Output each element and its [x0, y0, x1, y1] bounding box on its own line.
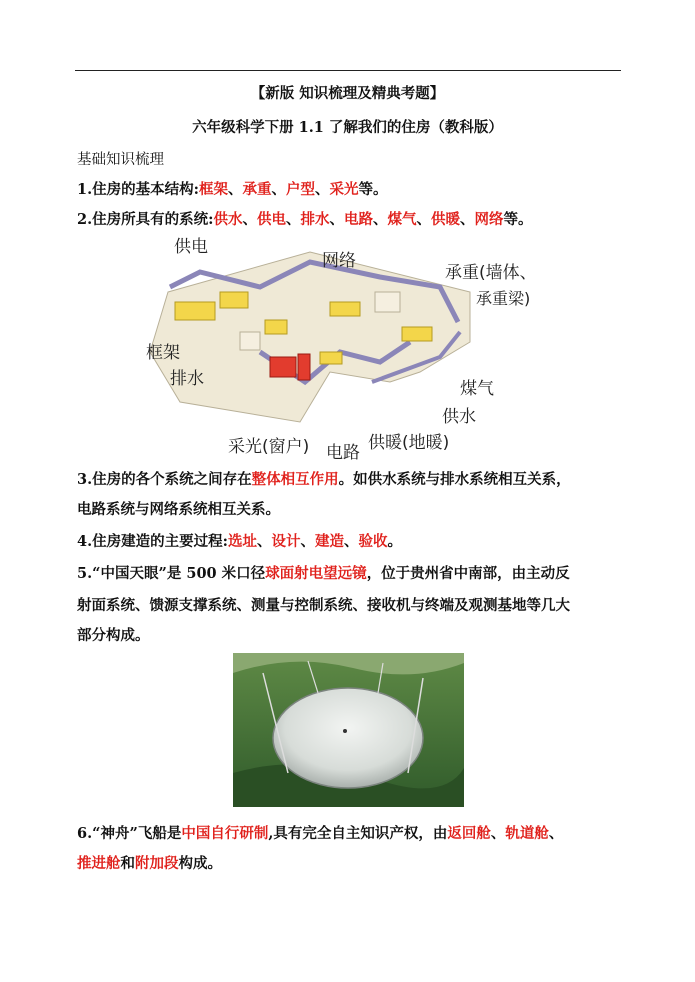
item2-term: 供电: [257, 211, 286, 228]
item1-term: 户型: [286, 181, 315, 198]
label-bearing: 承重(墙体、: [445, 263, 537, 283]
item3-suffix: 。如供水系统与排水系统相互关系，: [338, 471, 571, 488]
item6-term: 附加段: [135, 855, 179, 872]
header-rule: [75, 70, 621, 71]
label-circuit: 电路: [326, 443, 360, 463]
doc-subtitle: 六年级科学下册 1.1 了解我们的住房（教科版）: [192, 119, 503, 136]
item-6: [77, 822, 563, 843]
item-5-line-2: 射面系统、馈源支撑系统、测量与控制系统、接收机与终端及观测基地等几大: [77, 597, 570, 614]
doc-title: 【新版 知识梳理及精典考题】: [250, 85, 445, 102]
item-5-line-3: 部分构成。: [77, 627, 150, 644]
item2-term: 排水: [300, 211, 330, 228]
separator: 、: [460, 211, 475, 228]
item6-mid: ,具有完全自主知识产权，由: [268, 825, 448, 842]
item3-prefix: 3.住房的各个系统之间存在: [77, 471, 252, 488]
item1-term: 采光: [329, 181, 359, 198]
item6-term: 返回舱: [447, 825, 491, 842]
item4-term: 选址: [228, 533, 257, 550]
item2-term: 煤气: [387, 211, 417, 228]
item6-term: 推进舱: [77, 855, 121, 872]
item4-suffix: 。: [387, 533, 402, 550]
item4-term: 设计: [271, 533, 301, 550]
item5-prefix: 5.“中国天眼”是 500 米口径: [77, 565, 266, 582]
item6-and: 和: [120, 855, 135, 872]
label-network: 网络: [322, 251, 356, 271]
separator: 、: [416, 211, 431, 228]
separator: 、: [329, 211, 344, 228]
item2-term: 供水: [213, 211, 243, 228]
label-gas: 煤气: [460, 379, 494, 399]
house-illustration: [140, 232, 537, 463]
item2-term: 电路: [344, 211, 373, 228]
separator: 、: [271, 181, 286, 198]
item1-term: 承重: [242, 181, 272, 198]
label-power: 供电: [174, 237, 208, 257]
item-5: [77, 562, 570, 583]
item-2: [77, 208, 533, 229]
item-3-line-2: 电路系统与网络系统相互关系。: [77, 501, 280, 518]
label-water: 供水: [442, 407, 476, 427]
item-3: [77, 468, 571, 489]
separator: 、: [373, 211, 388, 228]
item-1: [77, 178, 388, 199]
separator: 、: [490, 825, 506, 842]
separator: 、: [228, 181, 243, 198]
separator: 、: [300, 533, 315, 550]
label-drain: 排水: [170, 369, 204, 389]
fast-telescope-photo: [233, 653, 464, 807]
label-bearing-2: 承重梁): [476, 289, 531, 308]
item1-prefix: 1.住房的基本结构:: [77, 181, 199, 198]
label-frame: 框架: [146, 343, 180, 363]
separator: 、: [315, 181, 330, 198]
separator: 、: [242, 211, 257, 228]
item2-term: 供暖: [431, 211, 460, 228]
section-title: 基础知识梳理: [77, 152, 164, 168]
item2-term: 网络: [474, 211, 504, 228]
item4-term: 验收: [358, 533, 388, 550]
item2-suffix: 等。: [503, 211, 533, 228]
item6-term: 中国自行研制: [181, 825, 269, 842]
label-light: 采光(窗户): [228, 437, 310, 457]
item1-suffix: 等。: [358, 181, 388, 198]
item4-prefix: 4.住房建造的主要过程:: [77, 533, 228, 550]
item4-term: 建造: [315, 533, 344, 550]
item6-suffix: 构成。: [178, 855, 222, 872]
item2-prefix: 2.住房所具有的系统:: [77, 211, 214, 228]
telescope-image: [233, 653, 464, 807]
item3-term: 整体相互作用: [251, 471, 339, 488]
item1-term: 框架: [199, 181, 228, 198]
item-6-line-2: [77, 852, 222, 873]
label-heating: 供暖(地暖): [368, 433, 450, 453]
separator: 、: [548, 825, 564, 842]
separator: 、: [286, 211, 301, 228]
item5-term: 球面射电望远镜: [265, 565, 367, 582]
item6-prefix: 6.“神舟”飞船是: [77, 825, 182, 842]
item6-term: 轨道舱: [505, 825, 549, 842]
item-4: [77, 530, 402, 551]
separator: 、: [344, 533, 359, 550]
item5-suffix: ，位于贵州省中南部，由主动反: [366, 565, 570, 582]
separator: 、: [257, 533, 272, 550]
